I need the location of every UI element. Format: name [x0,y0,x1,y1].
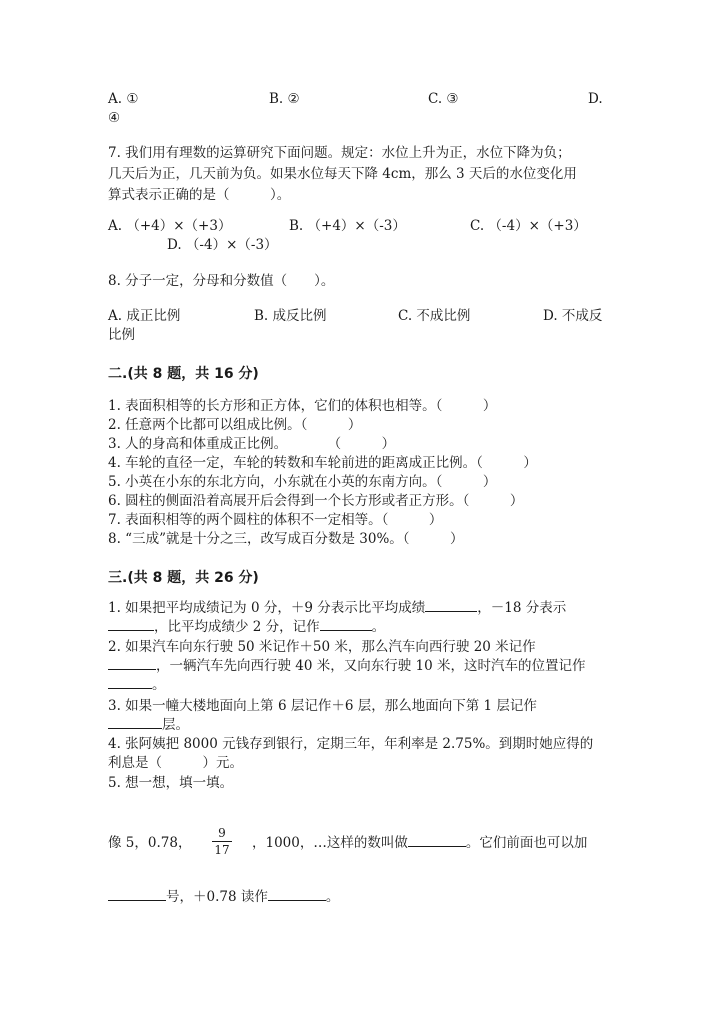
answer-blank[interactable] [108,887,166,901]
q6-option-a: A. ① [108,91,139,107]
answer-blank[interactable] [108,675,152,689]
s3-q1-line2: ，比平均成绩少 2 分，记作 。 [108,617,385,637]
s3-q2-line3: 。 [108,675,166,695]
q8-option-d: D. 不成反 [543,308,603,324]
answer-blank[interactable] [320,617,372,631]
s3-q3-line2: 层。 [108,715,189,735]
s3-q1-line1: 1. 如果把平均成绩记为 0 分，＋9 分表示比平均成绩 ，－18 分表示 [108,600,567,616]
fraction-9-17 [212,826,232,857]
s3-q5-stem: 5. 想一想，填一填。 [108,775,234,791]
s3-q4-line2: 利息是（ ）元。 [108,755,243,771]
section2-item: 3. 人的身高和体重成正比例。 （ ） [108,436,396,452]
section2-title: 二.(共 8 题，共 16 分) [108,366,259,382]
s3-q2-line2: ，一辆汽车先向西行驶 40 米，又向东行驶 10 米，这时汽车的位置记作 [108,656,586,676]
q7-option-b: B. （+4）×（-3） [289,218,406,234]
answer-blank[interactable] [268,887,326,901]
s3-q2-line1: 2. 如果汽车向东行驶 50 米记作＋50 米，那么汽车向西行驶 20 米记作 [108,639,536,655]
section3-title: 三.(共 8 题，共 26 分) [108,570,259,586]
section2-item: 8. “三成”就是十分之三，改写成百分数是 30%。（ ） [108,531,464,547]
q8-option-d-cont: 比例 [108,327,135,343]
section2-item: 4. 车轮的直径一定，车轮的转数和车轮前进的距离成正比例。（ ） [108,455,537,471]
answer-blank[interactable] [408,833,466,847]
q6-option-d: D. [588,91,603,107]
section2-item: 2. 任意两个比都可以组成比例。（ ） [108,417,362,433]
section2-item: 5. 小英在小东的东北方向，小东就在小英的东南方向。（ ） [108,474,497,490]
q6-option-c: C. ③ [428,91,459,107]
q7-line1: 7. 我们用有理数的运算研究下面问题。规定：水位上升为正，水位下降为负； [108,145,571,161]
q8-option-a: A. 成正比例 [108,308,181,324]
q6-option-d-cont: ④ [108,110,121,126]
s3-q5-line1-end: ，1000，…这样的数叫做 。它们前面也可以加 [252,835,588,851]
section2-item: 6. 圆柱的侧面沿着高展开后会得到一个长方形或者正方形。（ ） [108,493,524,509]
q7-line3: 算式表示正确的是（ ）。 [108,187,291,203]
fraction-denominator: 17 [214,843,230,857]
section2-item: 1. 表面积相等的长方形和正方体，它们的体积也相等。（ ） [108,398,497,414]
s3-q4-line1: 4. 张阿姨把 8000 元钱存到银行，定期三年，年利率是 2.75%。到期时她应得的 [108,736,594,752]
s3-q3-line1: 3. 如果一幢大楼地面向上第 6 层记作＋6 层，那么地面向下第 1 层记作 [108,698,537,714]
q7-option-a: A. （+4）×（+3） [108,218,232,234]
section2-item: 7. 表面积相等的两个圆柱的体积不一定相等。（ ） [108,512,443,528]
answer-blank[interactable] [108,656,156,670]
q8-option-c: C. 不成比例 [398,308,471,324]
q8-stem: 8. 分子一定，分母和分数值（ ）。 [108,273,335,289]
q7-line2: 几天后为正，几天前为负。如果水位每天下降 4cm，那么 3 天后的水位变化用 [108,166,577,182]
q6-option-b: B. ② [269,91,300,107]
answer-blank[interactable] [425,598,477,612]
answer-blank[interactable] [108,715,162,729]
q7-option-d: D. （-4）×（-3） [167,237,278,253]
fraction-numerator: 9 [218,826,226,840]
fraction-bar [212,841,232,842]
q8-option-b: B. 成反比例 [254,308,327,324]
q7-option-c: C. （-4）×（+3） [470,218,587,234]
s3-q5-line1-start: 像 5，0.78， [108,835,192,851]
answer-blank[interactable] [108,617,154,631]
s3-q5-line2: 号，＋0.78 读作 。 [108,887,339,907]
